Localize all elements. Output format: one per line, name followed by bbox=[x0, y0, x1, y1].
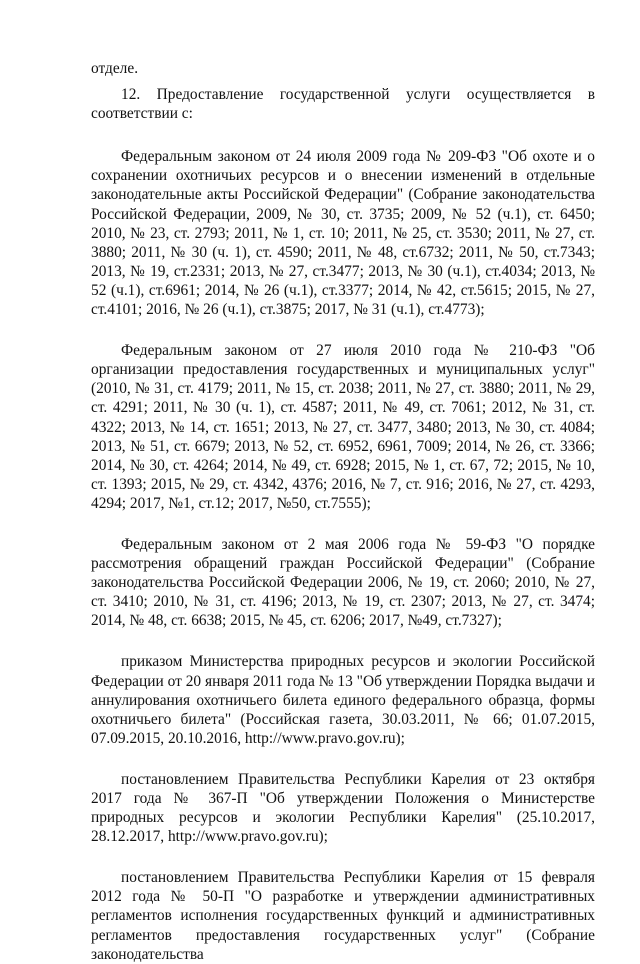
paragraph-item-12: 12. Предоставление государственной услуги осуществляется в соответствии с: bbox=[91, 86, 595, 123]
document-body bbox=[91, 59, 595, 964]
paragraph-resolution-367p: постановлением Правительства Республики Карелия от 23 октября 2017 года № 367-П "Об утверждении Положения о Министерстве природных ресурсов и экологии Республики Карелия" (25.10.2017, 28.12.2017, http://www.pravo.gov.ru); bbox=[91, 770, 595, 846]
paragraph-continuation: отделе. bbox=[91, 60, 139, 77]
paragraph-resolution-50p: постановлением Правительства Республики Карелия от 15 февраля 2012 года № 50-П "О разработке и утверждении административных регламентов исполнения государственных функций и административных регламентов предоставления государственных услуг" (Собрание законодательства bbox=[91, 869, 595, 963]
paragraph-law-59fz: Федеральным законом от 2 мая 2006 года № 59-ФЗ "О порядке рассмотрения обращений граждан Российской Федерации" (Собрание законодательства Российской Федерации 2006, № 19, ст. 2060; 2010, № 27, ст. 3410; 2010, № 31, ст. 4196; 2013, № 19, ст. 2307; 2013, № 27, ст. 3474; 2014, № 48, ст. 6638; 2015, № 45, ст. 6206; 2017, №49, ст.7327); bbox=[91, 535, 595, 630]
paragraph-order-13: приказом Министерства природных ресурсов и экологии Российской Федерации от 20 января 2011 года № 13 "Об утверждении Порядка выдачи и аннулирования охотничьего билета единого федерального образца, формы охотничьего билета" (Российская газета, 30.03.2011, № 66; 01.07.2015, 07.09.2015, 20.10.2016, http://www.pravo.gov.ru); bbox=[91, 653, 595, 747]
paragraph-law-209fz: Федеральным законом от 24 июля 2009 года № 209-ФЗ "Об охоте и о сохранении охотничьих ресурсов и о внесении изменений в отдельные законодательные акты Российской Федерации" (Собрание законодательства Российской Федерации, 2009, № 30, ст. 3735; 2009, № 52 (ч.1), ст. 6450; 2010, № 23, ст. 2793; 2011, № 1, ст. 10; 2011, № 25, ст. 3530; 2011, № 27, ст. 3880; 2011, № 30 (ч. 1), ст. 4590; 2011, № 48, ст.6732; 2011, № 50, ст.7343; 2013, № 19, ст.2331; 2013, № 27, ст.3477; 2013, № 30 (ч.1), ст.4034; 2013, № 52 (ч.1), ст.6961; 2014, № 26 (ч.1), ст.3377; 2014, № 42, ст.5615; 2015, № 27, ст.4101; 2016, № 26 (ч.1), ст.3875; 2017, № 31 (ч.1), ст.4773); bbox=[91, 148, 595, 319]
paragraph-law-210fz: Федеральным законом от 27 июля 2010 года № 210-ФЗ "Об организации предоставления государственных и муниципальных услуг" (2010, № 31, ст. 4179; 2011, № 15, ст. 2038; 2011, № 27, ст. 3880; 2011, № 29, ст. 4291; 2011, № 30 (ч. 1), ст. 4587; 2011, № 49, ст. 7061; 2012, № 31, ст. 4322; 2013, № 14, ст. 1651; 2013, № 27, ст. 3477, 3480; 2013, № 30, ст. 4084; 2013, № 51, ст. 6679; 2013, № 52, ст. 6952, 6961, 7009; 2014, № 26, ст. 3366; 2014, № 30, ст. 4264; 2014, № 49, ст. 6928; 2015, № 1, ст. 67, 72; 2015, № 10, ст. 1393; 2015, № 29, ст. 4342, 4376; 2016, № 7, ст. 916; 2016, № 27, ст. 4293, 4294; 2017, №1, ст.12; 2017, №50, ст.7555); bbox=[91, 342, 595, 512]
